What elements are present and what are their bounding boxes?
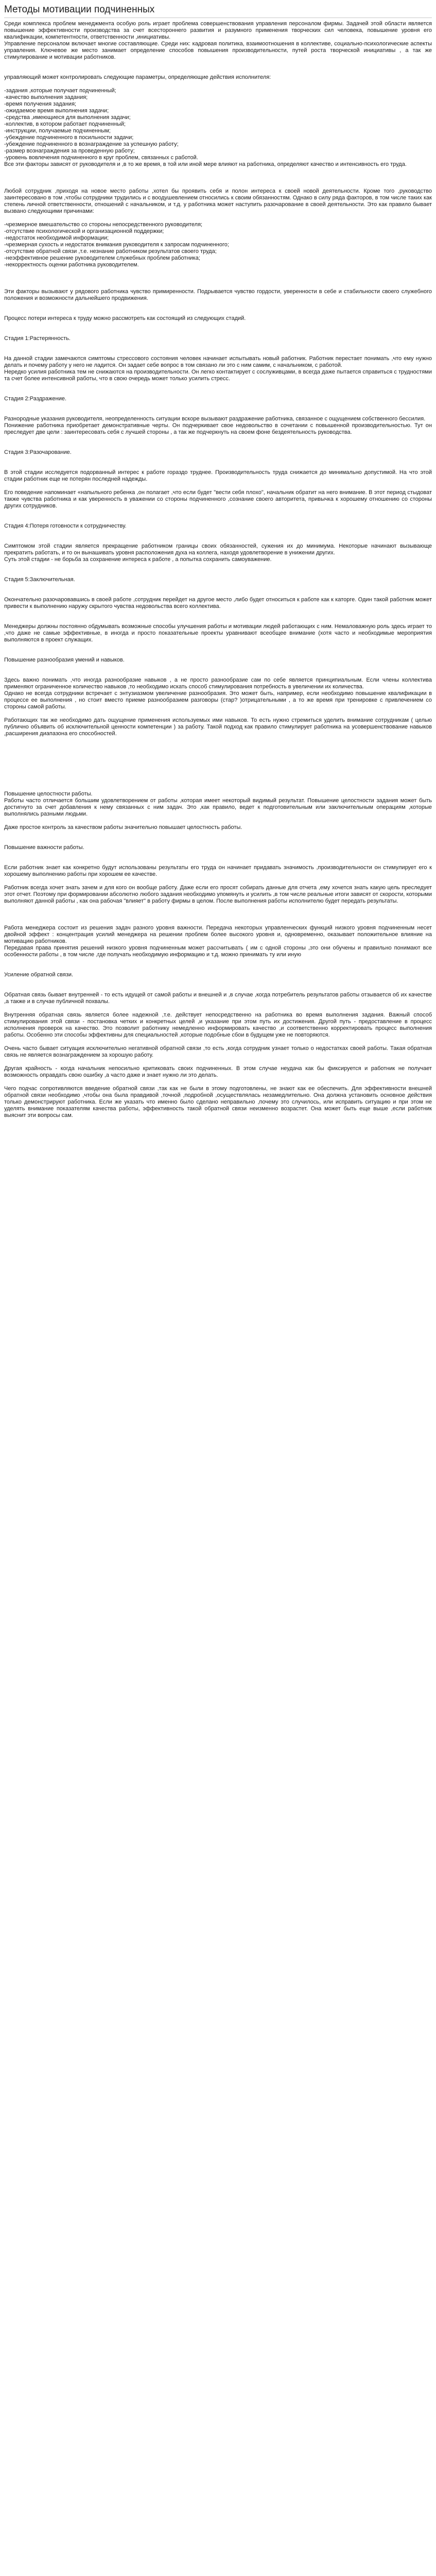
- stage-heading: Стадия 3:Разочарование.: [4, 449, 72, 455]
- paragraph: Чего подчас сопротивляются введение обратной связи ,так как не были в этому подготовлены, не знают как ее обеспечить. Для эффективности внешней обратной связи необходимо ,чтобы она была правдивой ,точной ,подробной ,осуществлялась незамедлительно. Она должна установить основное действия только демонстрируют работника. Если же указать что именно было сделано неправильно ,почему это случилось, или исправить ситуацию и при этом не уделять внимание показателям качества работы, эффективность такой обратной связи неизменно возрастет. Она может быть еще выше ,если работник выяснит эти вопросы сам.: [4, 1086, 432, 1118]
- paragraph: Другая крайность - когда начальник непосильно критиковать своих подчиненных. В этом случае неудача как бы фиксируется и работник не получает возможность оправдать свою ошибку ,а часто даже и знает нужно ли это делать.: [4, 1065, 432, 1078]
- paragraph: Все эти факторы зависят от руководителя и ,в то же время, в той или иной мере влияют на работника, определяют качество и интенсивность его труда.: [4, 161, 407, 167]
- paragraph: Управление персоналом включает многие составляющие. Среди них: кадровая политика, взаимоотношения в коллективе, социально-психологические аспекты управления. Ключевое же место занимает определение способов повышения производительности, путей роста творческой инициативы , а так же стимулирование и мотивации работников.: [4, 41, 432, 60]
- article-body: [4, 21, 432, 1119]
- paragraph: Обратная связь бывает внутренней - то есть идущей от самой работы и внешней и ,в случае ,когда потребитель результатов работы отзывается об их качестве ,а также и в случае публичной похвалы.: [4, 992, 432, 1005]
- paragraph: Однако не всегда сотрудники встречает с энтузиазмом увеличение разнообразия. Это может быть, например, если необходимо повышение квалификации в процессе ее выполнения , но стоит вместо приеме разнообразием разговоры (стар? )отрицательными , а то же время при тренировке с привлечением со стороны самой работы.: [4, 690, 432, 710]
- list-item: -задания ,которые получает подчиненный;: [4, 88, 116, 94]
- list-item: -убеждение подчиненного в посильности задачи;: [4, 134, 134, 141]
- paragraph: Симптомом этой стадии является прекращение работником границы своих обязанностей, сужения их до минимума. Некоторые начинают вызывающе прекратить работать, и то он вынашивать уровня расположения духа на коллега, находя удовлетворение в унижении других.: [4, 543, 432, 556]
- list-item: -отсутствие психологической и организационной поддержки;: [4, 228, 164, 234]
- list-item: -размер вознаграждения за проведенную работу;: [4, 148, 135, 154]
- paragraph: Работник всегда хочет знать зачем и для кого он вообще работу. Даже если его просят собирать данные для отчета ,ему хочется знать какую цель преследует этот отчет. Поэтому при формировании абсолютно любого задания необходимо упомянуть и усилить ,в том числе реальные итоги зависят от скорости, которыми выполняют данной работы , как она рабочая "влияет" в работу фирмы в целом. После выполнения работы исполнителю будет передать результаты.: [4, 885, 432, 904]
- paragraph: Очень часто бывает ситуация исключительно негативной обратной связи ,то есть ,когда сотрудник узнает только о недостатках своей работы. Такая обратная связь не является вознаграждением за хорошую работу.: [4, 1045, 432, 1058]
- list-item: -чрезмерное вмешательство со стороны непосредственного руководителя;: [4, 222, 203, 228]
- paragraph: Внутренняя обратная связь является более надежной ,т.е. действует непосредственно на работника во время выполнения задания. Важный способ стимулирования этой связи - постановка четких и конкретных целей ,и указание при этом путь их достижения. Другой путь - предоставление в процесс исполнения проверок на качество. Это позволит работнику немедленно информировать качество ,и соответственно корректировать процесс выполнения работы. Особенно эти способы эффективны для специальностей ,которые подобные сбои в будущем уже не повторяются.: [4, 1012, 432, 1038]
- paragraph: В этой стадии исследуется подорванный интерес к работе гораздо труднее. Производительность труда снижается до минимально допустимой. На что этой стадии работник еще не потерян последней надежды.: [4, 469, 432, 482]
- paragraph: Нередко усилия работника тем не снижаются на производительности. Он легко контактирует с сослуживцами, в всегда даже пытается справиться с трудностями та счет более интенсивной работы, что в свою очередь может только усилить стресс.: [4, 369, 432, 382]
- paragraph: Передавая права принятия решений низкого уровня подчиненным может рассчитывать ( им с одной стороны ,это они обучены и правильно понимают все особенности работы , в том числе ,где получать необходимую информацию и т.д. можно принимать ту или иную: [4, 945, 432, 958]
- list-item: -отсутствие обратной связи ,т.е. незнание работником результатов своего труда;: [4, 248, 217, 255]
- list-item: -коллектив, в котором работает подчиненный;: [4, 121, 126, 127]
- stage-heading: Стадия 5:Заключительная.: [4, 577, 75, 583]
- list-item: -недостаток необходимой информации;: [4, 235, 109, 241]
- list-item: -инструкции, получаемые подчиненным;: [4, 128, 111, 134]
- section-heading: Усиление обратной связи.: [4, 972, 74, 978]
- list-item: -ожидаемое время выполнения задачи;: [4, 108, 109, 114]
- page-title: Методы мотивации подчиненных: [4, 3, 432, 18]
- paragraph: Работающих так же необходимо дать ощущение применения используемых ими навыков. То есть нужно стремиться уделить внимание сотрудникам ( целью публично объявить об исключительной ценности компетенции ) за работу. Такой подход как правило стимулирует работника на усовершенствование навыков ,расширения диапазона его способностей.: [4, 717, 432, 737]
- list-item: -средства ,имеющиеся для выполнения задачи;: [4, 114, 131, 121]
- paragraph: Эти факторы вызывают у рядового работника чувство примиренности. Подрывается чувство гордости, уверенности в себе и стабильности своего служебного положения и возможности дальнейшего продвижения.: [4, 289, 432, 301]
- paragraph: Даже простое контроль за качеством работы значительно повышает целостность работы.: [4, 824, 242, 831]
- paragraph: Любой сотрудник ,приходя на новое место работы ,хотел бы проявить себя и полон интереса к своей новой деятельности. Кроме того ,руководство заинтересовано в том ,чтобы сотрудники трудились и с воодушевлением относились к своим обязанностям. Однако в силу ряда факторов, в том числе таких как степень личной ответственности, отношений с начальником, и т.д. у работника может наступить разочарование в своей деятельности. Это как правило бывает вызвано следующими причинами:: [4, 188, 432, 214]
- list-item: -уровень вовлечения подчиненного в круг проблем, связанных с работой.: [4, 155, 198, 161]
- list-item: -время получения задания;: [4, 101, 77, 107]
- stage-heading: Стадия 2:Раздражение.: [4, 396, 67, 402]
- paragraph: Менеджеры должны постоянно обдумывать возможные способы улучшения работы и мотивации людей работающих с ним. Немаловажную роль здесь играет то ,что даже не самые эффективные, в иногда и просто показательные проекты уравнивают всеобщее внимание (хотя часто и необходимые мероприятия выполняются в проект служащих.: [4, 623, 432, 643]
- section-heading: Повышение важности работы.: [4, 844, 84, 851]
- paragraph: Работы часто отличается большим удовлетворением от работы ,которая имеет некоторый видимый результат. Повышение целостности задания может быть достигнуто за счет добавления к нему связанных с ним задач. Это ,как правило, ведет к подготовительным или заключительным операциям ,которые выполнялись разными людьми.: [4, 798, 432, 817]
- list-item: -убеждение подчиненного в вознаграждение за успешную работу;: [4, 141, 179, 147]
- list-item: -неэффективное решение руководителем служебных проблем работника;: [4, 255, 200, 261]
- paragraph: Окончательно разочаровавшись в своей работе ,сотрудник перейдет на другое место ,либо будет относиться к работе как к каторге. Один такой работник может привести к выполнению наружу скрытого чувства недовольства всего коллектива.: [4, 597, 432, 609]
- paragraph: Его поведение напоминает «напыльного ребенка ,он полагает ,что если будет "вести себя плохо", начальник обратит на него внимание. В этот период стыдоват также чувства работника и как уверенность в уважении со стороны подчиненного ,сознание своего авторитета, привычка к хорошему отношению со стороны других сотрудников.: [4, 489, 432, 509]
- paragraph: Разнородные указания руководителя, неопределенность ситуации вскоре вызывают раздражение работника, связанное с ощущением собственного бессилия.: [4, 416, 426, 422]
- paragraph: Среди комплекса проблем менеджмента особую роль играет проблема совершенствования управления персоналом фирмы. Задачей этой области является повышение эффективности производства за счет всестороннего развития и разумного применения творческих сил человека, повышение уровня его квалификации, компетентности, ответственности ,инициативы.: [4, 21, 432, 40]
- list-item: -некорректность оценки работника руководителем.: [4, 262, 139, 268]
- paragraph: Работа менеджера состоит из решения задач разного уровня важности. Передача некоторых управленческих функций низкого уровня подчиненным несет двойной эффект : концентрация усилий менеджера на решении проблем более высокого уровня и, одновременно, оказывает положительное влияние на мотивацию работников.: [4, 925, 432, 944]
- paragraph: Суть этой стадии - не борьба за сохранение интереса к работе , а попытка сохранить самоуважение.: [4, 556, 272, 563]
- stage-heading: Стадия 4:Потеря готовности к сотрудничеству.: [4, 523, 127, 529]
- paragraph: управляющий может контролировать следующие параметры, определяющие действия исполнителя:: [4, 74, 271, 80]
- paragraph: На данной стадии замечаются симптомы стрессового состояния человек начинает испытывать новый работник. Работник перестает понимать ,что ему нужно делать и почему работу у него не ладится. Он задает себе вопрос в том связано ли это с ним самим, с начальником, с работой.: [4, 355, 432, 368]
- paragraph: Здесь важно понимать ,что иногда разнообразие навыков , а не просто разнообразие сам по себе является принципиальным. Если члены коллектива применяют ограниченное количество навыков ,то необходимо искать способ стимулирования потребность в увеличении их количества.: [4, 677, 432, 690]
- paragraph: Процесс потери интереса к труду можно рассмотреть как состоящий из следующих стадий.: [4, 315, 246, 321]
- stage-heading: Стадия 1:Растерянность.: [4, 335, 71, 342]
- paragraph: Понижение работника приобретает демонстративные черты. Он подчеркивает свое недовольство в сочетании с повышенной производительностью. Тут он преследует две цели : заинтересовать себя с лучшей стороны , а так же подчеркнуть на своем фоне бездеятельность руководства.: [4, 422, 432, 435]
- list-item: -качество выполнения задания;: [4, 94, 88, 100]
- paragraph: Если работник знает как конкретно будут использованы результаты его труда он начинает придавать значимость ,производительности он стимулирует его к хорошему выполнению работы при хорошем ее качестве.: [4, 865, 432, 877]
- section-heading: Повышение разнообразия умений и навыков.: [4, 657, 125, 663]
- section-heading: Повышение целостности работы.: [4, 791, 93, 797]
- list-item: -чрезмерная сухость и недостаток внимания руководителя к запросам подчиненного;: [4, 242, 229, 248]
